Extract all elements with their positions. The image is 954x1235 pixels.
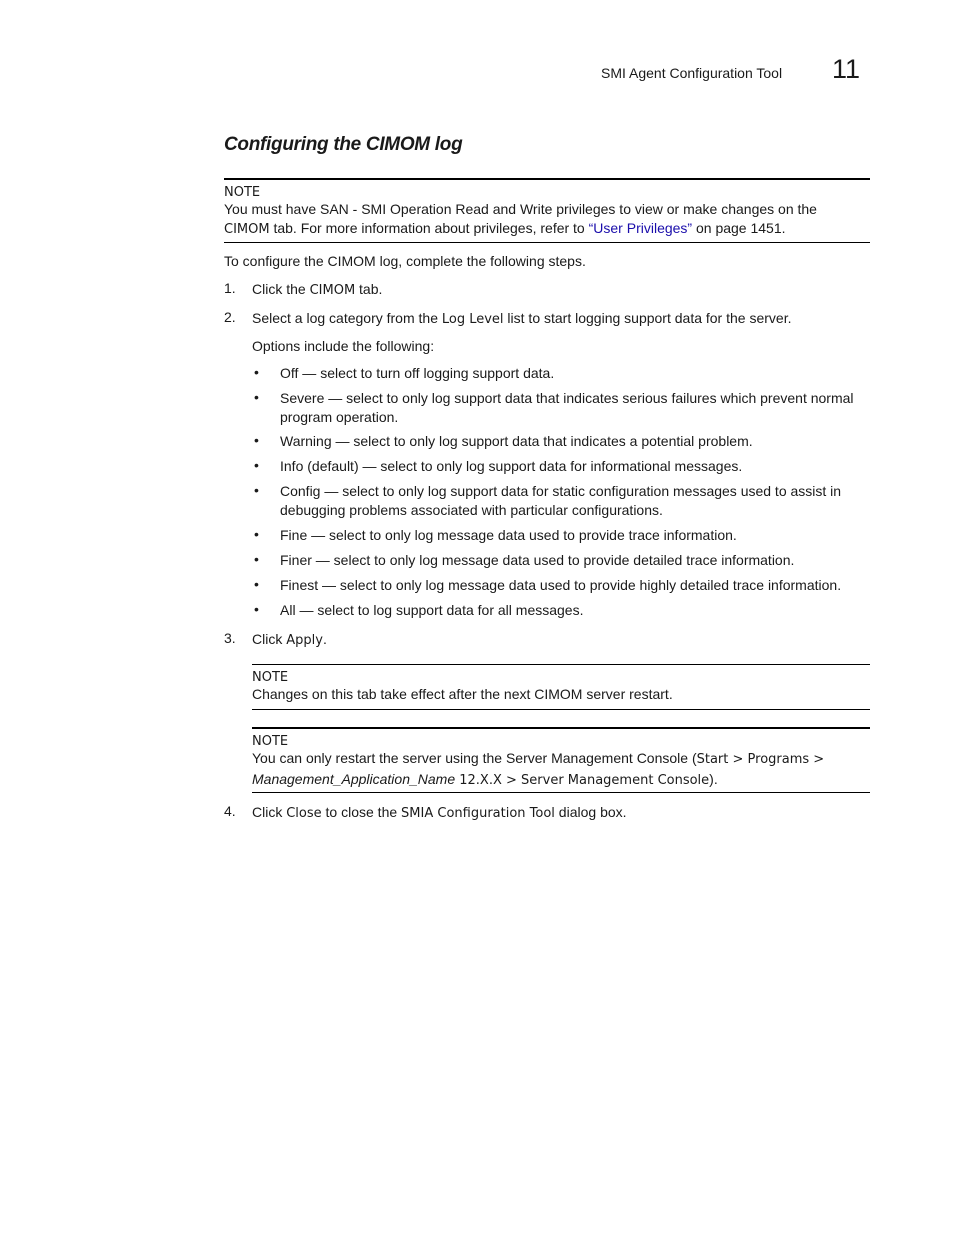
bullet-icon: •	[254, 551, 259, 567]
ui-term: Start > Programs >	[696, 752, 825, 767]
step-number: 2.	[224, 309, 236, 325]
note-label: NOTE	[224, 185, 261, 200]
user-privileges-link[interactable]: “User Privileges”	[588, 219, 693, 236]
step-number: 1.	[224, 280, 236, 296]
bullet-icon: •	[254, 526, 259, 542]
chapter-number: 11	[832, 54, 861, 84]
ui-term: 12.X.X > Server Management Console	[455, 772, 710, 788]
list-item	[252, 482, 872, 519]
list-item	[252, 457, 872, 476]
ui-term: Apply	[286, 633, 323, 648]
ui-term: Close	[286, 806, 322, 821]
step-text: dialog box.	[554, 804, 627, 820]
step-1	[252, 280, 382, 301]
list-item-text: All — select to log support data for all messages.	[280, 602, 584, 618]
bullet-icon: •	[254, 457, 259, 473]
section-title: Configuring the CIMOM log	[224, 134, 463, 155]
list-item-text: Finer — select to only log message data used to provide detailed trace information.	[280, 552, 795, 568]
bullet-icon: •	[254, 576, 259, 592]
intro-paragraph: To configure the CIMOM log, complete the following steps.	[224, 253, 586, 269]
ui-term: SMIA Configuration Tool	[401, 806, 555, 821]
step-text: tab.	[355, 281, 383, 297]
note-server-console	[252, 727, 870, 793]
note-italic-text: Management_Application_Name	[252, 770, 456, 787]
list-item-text: Info (default) — select to only log support data for informational messages.	[280, 458, 743, 474]
list-item-text: Finest — select to only log message data used to provide highly detailed trace information.	[280, 577, 842, 593]
bullet-icon: •	[254, 432, 259, 448]
note-text-part: on page 1451.	[692, 219, 786, 236]
list-item-text: Config — select to only log support data for static configuration messages used to assist in debugging problems associated with particular configurations.	[280, 483, 842, 518]
step-3	[252, 630, 327, 651]
running-header-title: SMI Agent Configuration Tool	[601, 65, 783, 81]
step-4	[252, 803, 627, 824]
list-item	[252, 551, 872, 570]
note-text	[252, 749, 870, 790]
note-text-part: tab. For more information about privileges, refer to	[269, 219, 589, 236]
list-item	[252, 576, 872, 595]
step-text: Click the	[252, 281, 310, 297]
ui-term: Log Level	[441, 312, 504, 327]
ui-term: CIMOM	[309, 283, 356, 298]
note-text-part: You can only restart the server using the Server Management Console (	[252, 750, 697, 766]
list-item-text: Off — select to turn off logging support data.	[280, 365, 555, 381]
note-text: Changes on this tab take effect after the next CIMOM server restart.	[252, 686, 673, 702]
note-text-part: You must have SAN - SMI Operation Read and Write privileges to view or make changes on the	[224, 201, 817, 217]
list-item	[252, 364, 872, 383]
note-text	[224, 200, 870, 239]
note-label: NOTE	[252, 670, 289, 685]
step-number: 3.	[224, 630, 236, 646]
bullet-icon: •	[254, 601, 259, 617]
bullet-icon: •	[254, 482, 259, 498]
note-label: NOTE	[252, 734, 289, 749]
list-item	[252, 526, 872, 545]
step-number: 4.	[224, 803, 236, 819]
step-text: Click	[252, 631, 287, 647]
bullet-icon: •	[254, 364, 259, 380]
step-text: Select a log category from the	[252, 310, 442, 326]
ui-term-cimom: CIMOM	[224, 221, 270, 237]
step-text: .	[322, 631, 327, 647]
options-intro: Options include the following:	[252, 338, 435, 354]
list-item-text: Warning — select to only log support data that indicates a potential problem.	[280, 433, 753, 449]
step-text: Click	[252, 804, 287, 820]
list-item-text: Fine — select to only log message data used to provide trace information.	[280, 527, 737, 543]
list-item	[252, 389, 872, 426]
step-2	[252, 309, 791, 330]
list-item-text: Severe — select to only log support data that indicates serious failures which prevent normal program operation.	[280, 390, 854, 425]
bullet-icon: •	[254, 389, 259, 405]
note-restart	[252, 664, 870, 710]
step-text: list to start logging support data for the server.	[503, 310, 792, 326]
list-item	[252, 432, 872, 451]
note-privileges	[224, 178, 870, 243]
step-text: to close the	[321, 804, 402, 820]
list-item	[252, 601, 872, 620]
note-text-part: ).	[709, 770, 718, 787]
